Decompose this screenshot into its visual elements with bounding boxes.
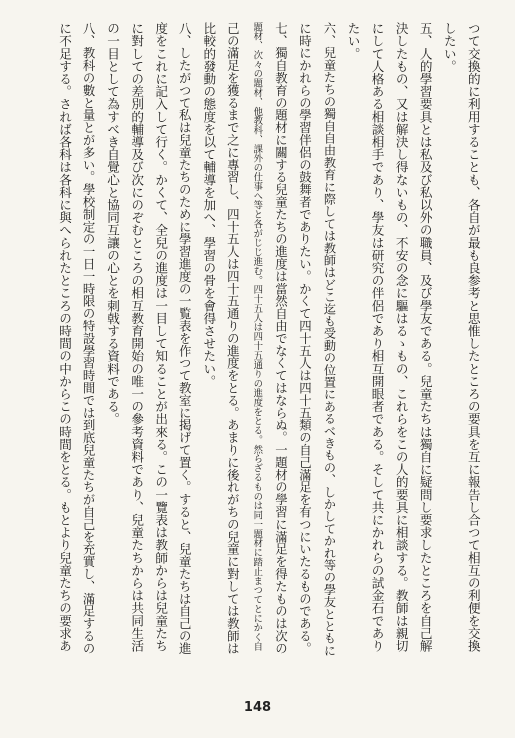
text-line-14: 度をこれに記入して行く。かくて、全兒の進度は一目して知ることが出來る。この一覽表は教師からは兒童たち [153,22,169,652]
text-line-5: にして人格ある相談相手であり、學友は研究の伴侶であり相互開眼者である。そして共にかれらの試金石であり [369,22,385,652]
text-line-1: つて交換的に利用することも、各自が最も良参考と思惟したところの要具を互に報告し合つて相互の利便を交換 [465,22,481,652]
text-line-2: したい。 [441,22,457,73]
page-number: 148 [243,700,272,715]
text-line-11: 己の滿足を獲るまで之に專習し、四十五人は四十五通りの進度をとる。あまりに後れがちの兒童に對しては教師は [225,22,241,655]
text-line-16: の一目として為すべき自覺心と協同互讓の心とを刺戟する資料である。 [105,22,121,426]
text-line-3: 五、人的學習要具とは私及び私以外の職員、及び學友である。兒童たちは獨自に疑問し要求したところを自己解 [417,22,433,652]
text-line-13: 八、したがつて私は兒童たちのために學習進度の一覧表を作つて教室に掲げて置く。すると、兒童たちは自己の進 [177,22,193,655]
text-line-10: 題材、次々の題材、他教科、課外の仕事へ等と各がじじ進む。四十五人は四十五通りの進度をとる。然らざるものは同一題材に踏止まつてとにかく自 [251,22,263,652]
text-line-17: 八、教科の數と量とが多い。學校制定の一日一時限の特設學習時間では到底兒童たちが自己を充實し、滿足するの [81,22,97,655]
text-line-18: に不足する。されば各科は各科に與へられたところの時間の中からこの時間をとる。もとより兒童たちの要求あ [57,22,72,652]
text-line-4: 決したもの、又は解決し得ないもの、不安の念に驅はるゝもの、これらをこの人的要具に相談する。教師は親切 [393,22,409,652]
text-line-15: に對しての差別的輔導及び次にのぞむところの相互教育開始の唯一の參考資料であり、兒童たちからは共同生活 [129,22,145,652]
text-line-12: 比較的發動の態度を以て輔導を加へ、學習の骨を會得させたい。 [201,22,217,388]
text-line-6: たい。 [345,22,361,60]
text-line-9: 七、獨自教育の題材に關する兒童たちの進度は當然自由でなくてはならぬ。一題材の學習に滿足を得たものは次の [273,22,289,655]
vertical-text-block [56,22,482,662]
text-line-7: 六、兒童たちの獨自自由教育に際しては教師はどこ迄も受動の位置にあるべきもの、しかしてかれ等の學友とともに [322,22,337,657]
text-line-8: に時にかれらの學習伴侶の鼓舞者でありたい。かくて四十五人は四十五類の自己滿足を有つにいたるものである。 [297,22,313,655]
